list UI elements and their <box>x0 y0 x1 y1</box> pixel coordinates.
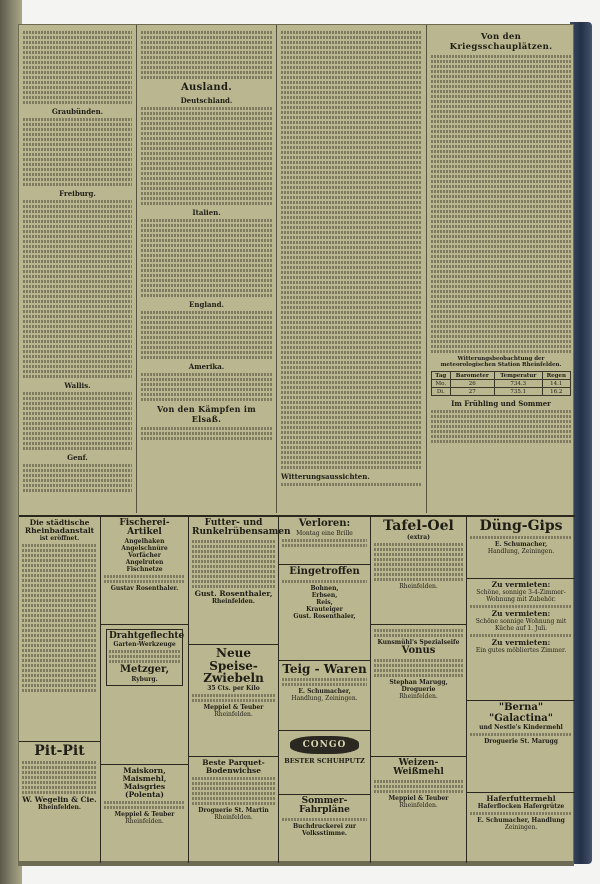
weather-col-day: Tag <box>432 372 451 380</box>
ad-column-6 <box>467 517 575 863</box>
weather-cell: 14.1 <box>542 380 570 388</box>
section-genf: Genf. <box>67 453 88 462</box>
ad-congo-slogan: BESTER SCHUHPUTZ <box>284 757 365 765</box>
ad-weissmehl <box>371 757 466 863</box>
advertisement-section <box>19 515 575 863</box>
ad-maiskorn-sub: Maisgries (Polenta) <box>123 781 166 799</box>
heading-ausland: Ausland. <box>180 82 233 93</box>
ad-berna-seller: Droguerie St. Marugg <box>484 738 558 745</box>
article-column-4 <box>427 25 575 513</box>
ad-verloren-title: Verloren: <box>298 518 351 529</box>
ad-fahrplan-title: Sommer-Fahrpläne <box>299 796 350 816</box>
article-columns <box>19 25 575 513</box>
section-deutschland: Deutschland. <box>180 96 233 105</box>
weather-row <box>432 388 571 396</box>
ad-teigwaren-seller: E. Schumacher, <box>298 687 351 695</box>
ad-haferfutter-sub: Haferflocken Hafergrütze <box>477 802 565 810</box>
ad-vonus-title: Kunsmühl's Spezialseife <box>377 639 460 646</box>
ad-berna-brand: "Berna" <box>498 702 544 713</box>
ad-duengegips-seller: E. Schumacher, <box>494 540 548 548</box>
ad-zwiebeln-title: Neue Speise-Zwiebeln <box>203 646 264 686</box>
ad-fischerei-item: Angelruten <box>125 558 164 566</box>
ad-vonus-brand: Vonus <box>401 645 436 656</box>
ad-fischerei-item: Vorfächer <box>128 551 161 559</box>
ad-haferfutter-title: Haferfuttermehl <box>486 794 556 803</box>
ad-column-3 <box>189 517 291 863</box>
section-italien: Italien. <box>192 208 221 217</box>
weather-outlook-label: Witterungsaussichten. <box>281 472 370 481</box>
ad-bodenwichse-city: Rheinfelden. <box>214 813 253 821</box>
heading-kaempfe-elsass: Von den Kämpfen im Elsaß. <box>157 404 256 424</box>
ad-column-4 <box>279 517 371 863</box>
ad-maiskorn-title: Maiskorn, Maismehl, <box>122 766 167 783</box>
ad-eingetroffen-seller: Gust. Rosenthaler, <box>293 612 356 620</box>
ad-haferfutter-seller: E. Schumacher, Handlung <box>477 816 565 824</box>
ad-fahrplan <box>279 795 370 863</box>
ad-tafeloel <box>371 517 466 625</box>
ad-teigwaren-city: Handlung, Zeiningen. <box>291 694 358 702</box>
ad-futter-title: Futter- und Runkelrübensamen <box>192 518 291 538</box>
weather-cell: 26 <box>450 380 494 388</box>
ad-berna-brand: "Galactina" <box>489 712 553 724</box>
section-wallis: Wallis. <box>64 381 91 390</box>
ad-vermieten-title: Zu vermieten: <box>491 580 551 589</box>
ad-tafeloel-city: Rheinfelden. <box>399 582 438 590</box>
section-graubuenden: Graubünden. <box>51 107 104 116</box>
ad-pitpit-title: Pit-Pit <box>34 743 85 759</box>
ad-drahtgeflechte-seller: Metzger, <box>119 664 170 676</box>
ad-berna <box>467 701 575 793</box>
ad-zwiebeln-city: Rheinfelden. <box>214 710 253 718</box>
weather-cell: 27 <box>450 388 494 396</box>
spring-summer-note: Im Frühling und Sommer <box>451 399 551 408</box>
ad-rheinbadanstalt <box>19 517 100 742</box>
article-column-1 <box>19 25 137 513</box>
weather-col-barometer: Barometer <box>450 372 494 380</box>
section-england: England. <box>189 300 224 309</box>
ad-congo <box>279 731 370 795</box>
ad-duengegips <box>467 517 575 579</box>
ad-futter <box>189 517 291 645</box>
ad-vermieten-title: Zu vermieten: <box>491 608 551 618</box>
ad-weissmehl-city: Rheinfelden. <box>399 801 438 809</box>
ad-tafeloel-title: Tafel-Oel <box>383 518 454 534</box>
weather-col-temperature: Temperatur <box>494 372 542 380</box>
ad-column-2 <box>101 517 189 863</box>
ad-pitpit <box>19 742 100 863</box>
weather-station-title: Witterungsbeobachtung der meteorologischen Station Rheinfelden. <box>440 356 562 368</box>
ad-bodenwichse-title: Beste Parquet-Bodenwichse <box>202 758 265 775</box>
ad-verloren <box>279 517 370 565</box>
ad-fischerei-item: Angelschnüre <box>121 544 168 552</box>
ad-vonus-seller: Stephan Marugg, Droguerie <box>389 678 448 693</box>
ad-fahrplan-seller: Buchdruckerei zur Volksstimme. <box>292 822 357 837</box>
ad-fischerei-seller: Gustav Rosenthaler. <box>110 584 179 592</box>
ad-zwiebeln <box>189 645 278 757</box>
ad-column-1 <box>19 517 101 863</box>
weather-cell: Mo. <box>432 380 451 388</box>
ad-drahtgeflechte-sub: Garten-Werkzeuge <box>113 641 176 649</box>
ad-pitpit-city: Rheinfelden. <box>38 803 81 811</box>
ad-fischerei-item: Fischnetze <box>126 565 163 573</box>
article-column-2 <box>137 25 277 513</box>
ad-eingetroffen <box>279 565 370 661</box>
weather-cell: 16.2 <box>542 388 570 396</box>
ad-eingetroffen-item: Erbsen, <box>311 591 338 599</box>
ad-futter-seller: Gust. Rosenthaler, <box>194 588 273 598</box>
ad-futter-city: Rheinfelden. <box>212 597 255 605</box>
weather-table-header <box>432 372 571 380</box>
weather-table <box>431 371 571 396</box>
ad-zwiebeln-price: 35 Cts. per Kilo <box>207 684 260 692</box>
ad-drahtgeflechte-title: Drahtgeflechte <box>109 631 185 641</box>
ad-eingetroffen-title: Eingetroffen <box>289 566 360 577</box>
section-amerika: Amerika. <box>188 362 225 371</box>
ad-berna-text: und Nestle's Kindermehl <box>479 724 563 731</box>
ad-rheinbadanstalt-title: Die städtische Rheinbadanstalt <box>24 518 95 535</box>
ad-zwiebeln-seller: Meppiel & Teuber <box>203 703 264 711</box>
ad-maiskorn <box>101 765 188 863</box>
section-freiburg: Freiburg. <box>59 189 96 198</box>
ad-haferfutter-city: Zeiningen. <box>504 823 538 831</box>
ad-maiskorn-seller: Meppiel & Teuber <box>114 810 175 818</box>
weather-cell: 735.1 <box>494 388 542 396</box>
ad-eingetroffen-item: Reis, <box>316 598 333 606</box>
ad-maiskorn-city: Rheinfelden. <box>125 817 164 825</box>
newspaper-page <box>18 24 574 862</box>
ad-vermieten-listing: Ein gutes möbliertes Zimmer. <box>475 646 567 654</box>
ad-vonus-city: Rheinfelden. <box>399 692 438 700</box>
ad-duengegips-title: Düng-Gips <box>479 518 563 534</box>
ad-teigwaren-title: Teig - Waren <box>282 662 367 676</box>
weather-cell: Di. <box>432 388 451 396</box>
ad-vonus <box>371 625 466 757</box>
ad-bodenwichse <box>189 757 278 863</box>
article-column-3 <box>277 25 427 513</box>
ad-vermieten-title: Zu vermieten: <box>491 637 551 647</box>
ad-weissmehl-title: Weizen-Weißmehl <box>393 758 444 778</box>
ad-duengegips-city: Handlung, Zeiningen. <box>487 547 555 555</box>
ad-column-5 <box>371 517 467 863</box>
ad-haferfutter <box>467 793 575 863</box>
ad-drahtgeflechte-city: Ryburg. <box>131 675 158 683</box>
ad-teigwaren <box>279 661 370 731</box>
ad-fischerei-item: Angelhaken <box>124 537 165 545</box>
ad-bodenwichse-seller: Droguerie St. Martin <box>198 806 269 814</box>
ad-vermieten-listing: Schöne sonnige Wohnung mit Küche auf 1. Juli. <box>475 617 567 632</box>
heading-kriegsschauplaetze: Von den Kriegsschauplätzen. <box>449 32 553 52</box>
ad-eingetroffen-item: Bohnen, <box>310 584 339 592</box>
ad-congo-logo: CONGO <box>290 736 359 754</box>
ad-pitpit-seller: W. Wegelin & Cie. <box>22 794 97 804</box>
weather-row <box>432 380 571 388</box>
ad-fischerei-title: Fischerei-Artikel <box>119 518 170 538</box>
ad-fischerei <box>101 517 188 625</box>
ad-drahtgeflechte <box>101 625 188 765</box>
ad-vermieten <box>467 579 575 701</box>
ad-verloren-text: Montag eine Brille <box>296 529 353 537</box>
ad-eingetroffen-item: Krauteiger <box>306 605 343 613</box>
weather-col-rain: Regen <box>542 372 570 380</box>
ad-tafeloel-sub: (extra) <box>407 533 430 541</box>
ad-vermieten-listing: Schöne, sonnige 3-4-Zimmer-Wohnung mit Zubehör. <box>476 588 566 603</box>
ad-weissmehl-seller: Meppiel & Teuber <box>388 794 449 802</box>
weather-cell: 734.3 <box>494 380 542 388</box>
ad-rheinbadanstalt-subtitle: ist eröffnet. <box>39 534 80 542</box>
